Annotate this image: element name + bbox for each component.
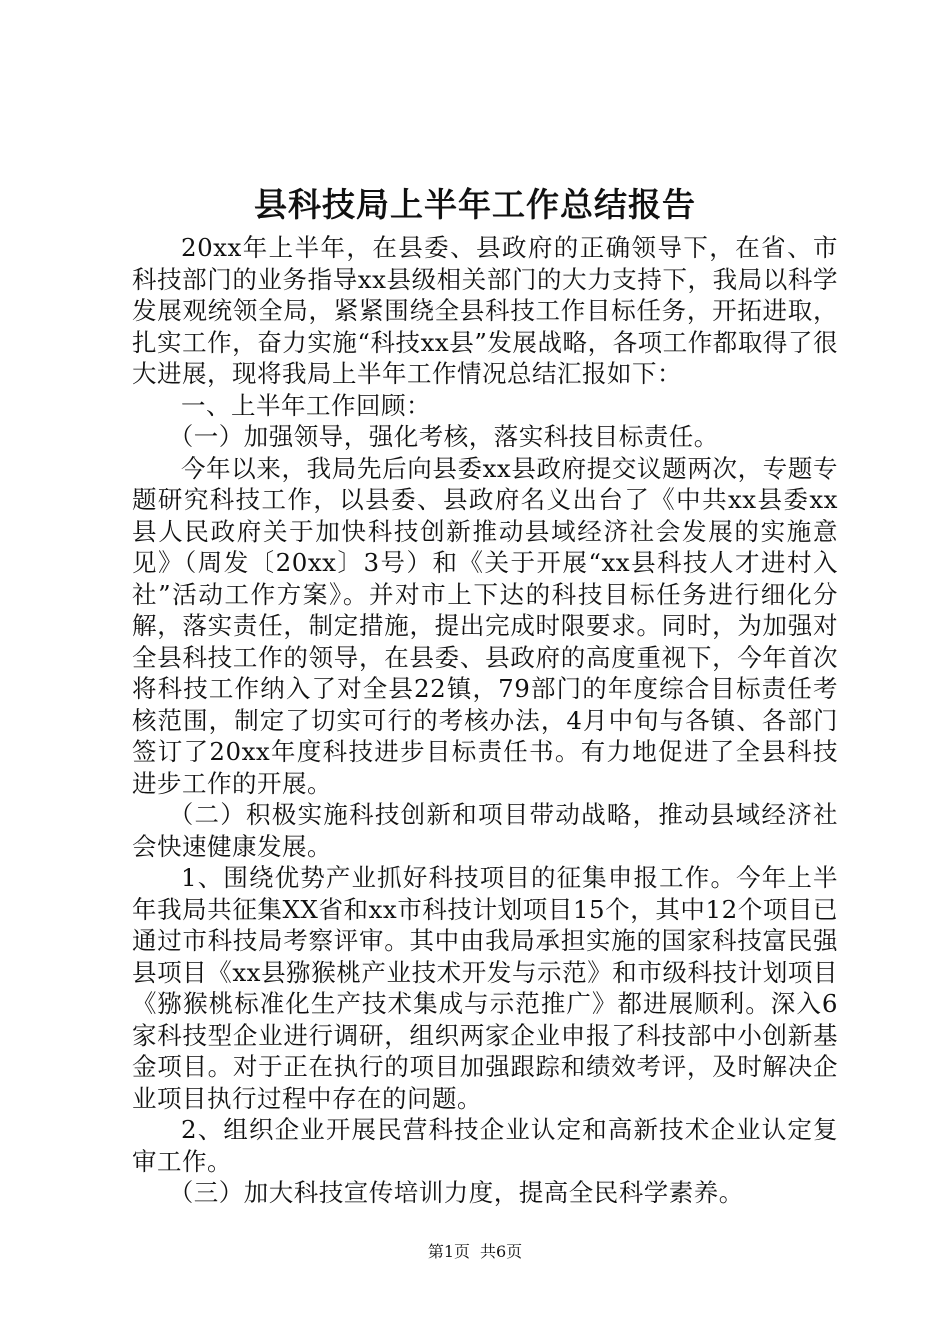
page-number: 第1页 bbox=[427, 1242, 470, 1261]
document-title: 县科技局上半年工作总结报告 bbox=[254, 185, 696, 224]
section-heading-review: 一、上半年工作回顾： bbox=[181, 390, 431, 420]
subsection-heading-1: （一）加强领导，强化考核，落实科技目标责任。 bbox=[168, 422, 719, 451]
subsection-heading-2: （二）积极实施科技创新和项目带动战略，推动县域经济社会快速健康发展。 bbox=[132, 800, 838, 861]
paragraph-projects: 1、围绕优势产业抓好科技项目的征集申报工作。今年上半年我局共征集XX省和xx市科技计划项目15个，其中12个项目已通过市科技局考察评审。其中由我局承担实施的国家科技富民强县项目《xx县猕猴桃产业技术开发与示范》和市级科技计划项目《猕猴桃标准化生产技术集成与示范推广》都进展顺利。深入6家科技型企业进行调研，组织两家企业申报了科技部中小创新基金项目。对于正在执行的项目加强跟踪和绩效考评，及时解决企业项目执行过程中存在的问题。 bbox=[132, 863, 838, 1113]
paragraph-enterprise-review: 2、组织企业开展民营科技企业认定和高新技术企业认定复审工作。 bbox=[132, 1115, 838, 1176]
page-footer bbox=[0, 1240, 950, 1264]
page-total: 共6页 bbox=[480, 1242, 523, 1261]
subsection-heading-3: （三）加大科技宣传培训力度，提高全民科学素养。 bbox=[168, 1178, 744, 1207]
paragraph-intro: 20xx年上半年，在县委、县政府的正确领导下，在省、市科技部门的业务指导xx县级相关部门的大力支持下，我局以科学发展观统领全局，紧紧围绕全县科技工作目标任务，开拓进取，扎实工作，奋力实施“科技xx县”发展战略，各项工作都取得了很大进展，现将我局上半年工作情况总结汇报如下： bbox=[132, 233, 838, 388]
document-body bbox=[132, 232, 838, 1209]
paragraph-leadership: 今年以来，我局先后向县委xx县政府提交议题两次，专题专题研究科技工作，以县委、县政府名义出台了《中共xx县委xx县人民政府关于加快科技创新推动县域经济社会发展的实施意见》（周发〔20xx〕3号）和《关于开展“xx县科技人才进村入社”活动工作方案》。并对市上下达的科技目标任务进行细化分解，落实责任，制定措施，提出完成时限要求。同时，为加强对全县科技工作的领导，在县委、县政府的高度重视下，今年首次将科技工作纳入了对全县22镇，79部门的年度综合目标责任考核范围，制定了切实可行的考核办法，4月中旬与各镇、各部门签订了20xx年度科技进步目标责任书。有力地促进了全县科技进步工作的开展。 bbox=[132, 453, 838, 798]
